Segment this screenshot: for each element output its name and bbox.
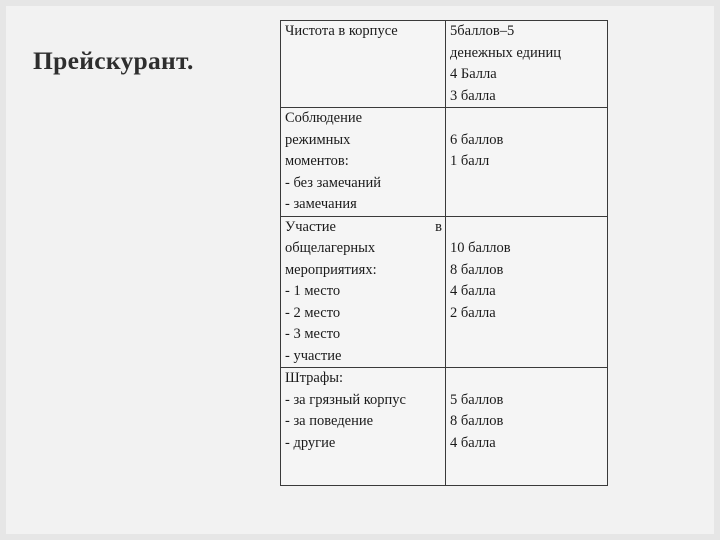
criterion-line: общелагерных — [285, 240, 376, 256]
points-line: 4 балла — [450, 434, 496, 451]
criterion-line: Соблюдение — [285, 110, 363, 126]
spacer — [450, 217, 607, 239]
points-line: 5баллов–5 — [450, 23, 515, 39]
points-line: 3 балла — [450, 87, 496, 104]
criterion-line: мероприятиях: — [285, 261, 377, 278]
points-cell — [446, 368, 608, 486]
table-row-events — [281, 216, 608, 368]
points-line: 2 балла — [450, 304, 496, 321]
points-line: 8 баллов — [450, 413, 504, 429]
criterion-line: режимных — [285, 131, 351, 148]
criterion-cell — [281, 108, 446, 217]
criterion-word: Участие — [285, 218, 336, 235]
criterion-line: - 2 место — [285, 304, 341, 321]
criterion-cell — [281, 368, 446, 486]
criterion-line: Штрафы: — [285, 370, 343, 386]
table-row-penalties — [281, 368, 608, 486]
points-line: 8 баллов — [450, 261, 504, 278]
spacer — [450, 368, 607, 390]
spacer — [450, 108, 607, 130]
points-line: 10 баллов — [450, 240, 511, 256]
criterion-line: - без замечаний — [285, 174, 382, 191]
criterion-line: - участие — [285, 347, 342, 364]
criterion-word: в — [435, 218, 442, 235]
criterion-line: - 3 место — [285, 326, 341, 342]
points-cell — [446, 21, 608, 108]
table-row-cleanliness — [281, 21, 608, 108]
criterion-line — [285, 217, 445, 239]
criterion-line: - 1 место — [285, 283, 341, 299]
criterion-line: - за грязный корпус — [285, 391, 406, 408]
price-table — [280, 20, 608, 486]
points-cell — [446, 108, 608, 217]
points-line: 6 баллов — [450, 131, 504, 148]
points-line: 4 Балла — [450, 66, 497, 82]
points-line: денежных единиц — [450, 44, 562, 61]
points-line: 5 баллов — [450, 391, 504, 408]
criterion-cell — [281, 21, 446, 108]
criterion-line: - замечания — [285, 196, 357, 212]
table-row-regime — [281, 108, 608, 217]
criterion-line: моментов: — [285, 153, 349, 169]
slide-title: Прейскурант. — [33, 46, 194, 75]
points-line: 4 балла — [450, 283, 496, 299]
points-line: 1 балл — [450, 153, 490, 169]
criterion-cell — [281, 216, 446, 368]
criterion-line: - за поведение — [285, 413, 374, 429]
points-cell — [446, 216, 608, 368]
criterion-line: Чистота в корпусе — [285, 23, 398, 39]
criterion-line: - другие — [285, 434, 336, 451]
